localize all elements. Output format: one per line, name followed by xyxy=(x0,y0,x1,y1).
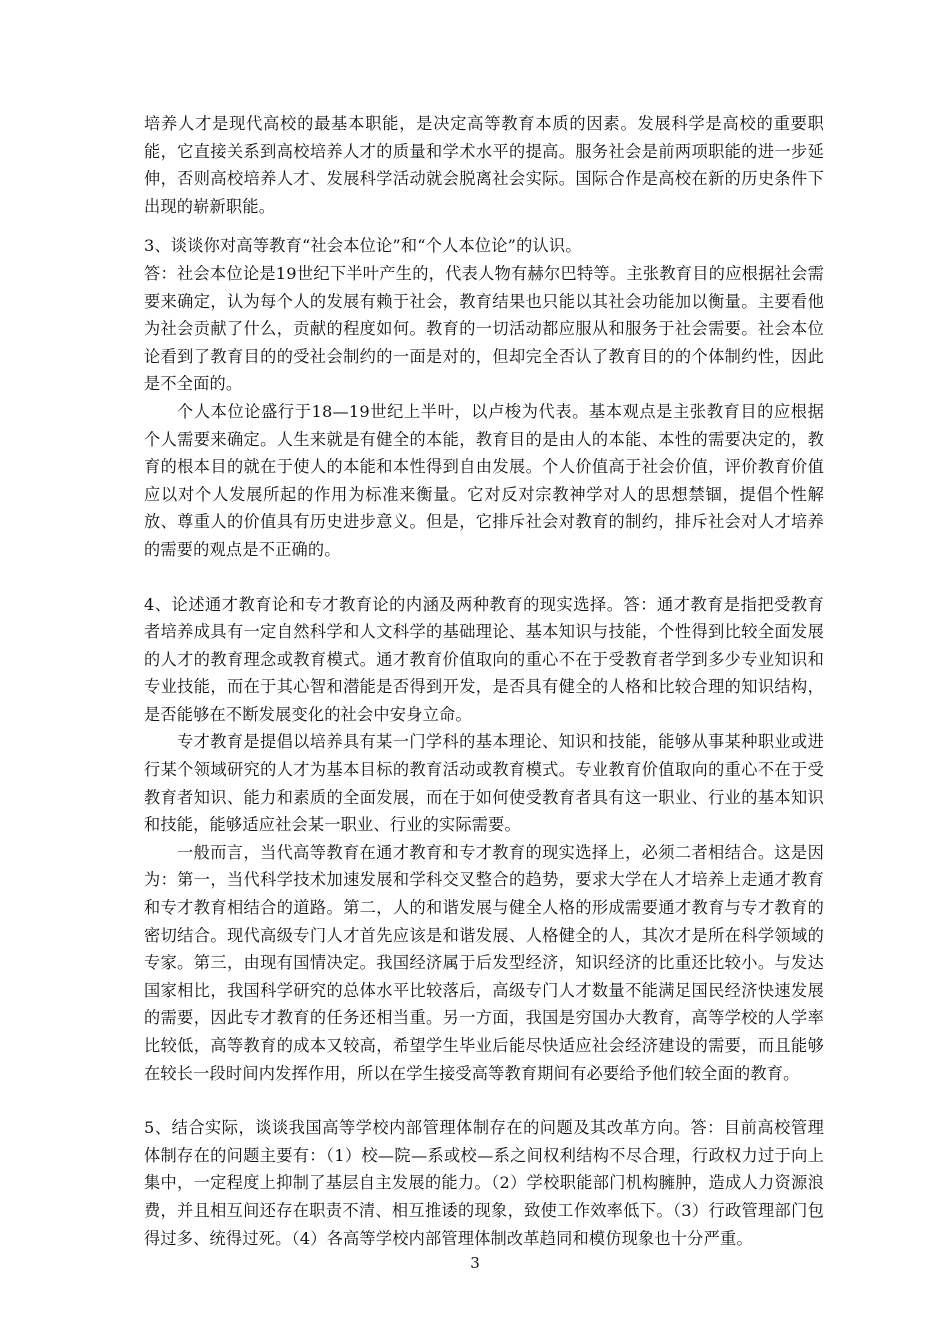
paragraph-university-functions: 培养人才是现代高校的最基本职能，是决定高等教育本质的因素。发展科学是高校的重要职能，它直接关系到高校培养人才的质量和学术水平的提高。服务社会是前两项职能的进一步延伸，否则高校培养人才、发展科学活动就会脱离社会实际。国际合作是高校在新的历史条件下出现的崭新职能。 xyxy=(144,114,824,216)
answer-3-social-standard: 答：社会本位论是19世纪下半叶产生的，代表人物有赫尔巴特等。主张教育目的应根据社会需要来确定，认为每个人的发展有赖于社会，教育结果也只能以其社会功能加以衡量。主要看他为社会贡献了什么，贡献的程度如何。教育的一切活动都应服从和服务于社会需要。社会本位论看到了教育目的的受社会制约的一面是对的，但却完全否认了教育目的的个体制约性，因此是不全面的。 xyxy=(144,263,824,394)
answer-4-specialist-education: 专才教育是提倡以培养具有某一门学科的基本理论、知识和技能，能够从事某种职业或进行某个领域研究的人才为基本目标的教育活动或教育模式。专业教育价值取向的重心不在于受教育者知识、能力和素质的全面发展，而在于如何使受教育者具有这一职业、行业的基本知识和技能，能够适应社会某一职业、行业的实际需要。 xyxy=(144,732,824,835)
question-4-general-education: 4、论述通才教育论和专才教育论的内涵及两种教育的现实选择。答：通才教育是指把受教育者培养成具有一定自然科学和人文科学的基础理论、基本知识与技能，个性得到比较全面发展的人才的教育理念或教育模式。通才教育价值取向的重心不在于受教育者学到多少专业知识和专业技能，而在于其心智和潜能是否得到开发，是否具有健全的人格和比较合理的知识结构，是否能够在不断发展变化的社会中安身立命。 xyxy=(144,594,824,724)
page-number: 3 xyxy=(470,1254,480,1272)
answer-3-individual-standard: 个人本位论盛行于18—19世纪上半叶，以卢梭为代表。基本观点是主张教育目的应根据个人需要来确定。人生来就是有健全的本能，教育目的是由人的本能、本性的需要决定的，教育的根本目的就在于使人的本能和本性得到自由发展。个人价值高于社会价值，评价教育价值应以对个人发展所起的作用为标准来衡量。它对反对宗教神学对人的思想禁锢，提倡个性解放、尊重人的价值具有历史进步意义。但是，它排斥社会对教育的制约，排斥社会对人才培养的需要的观点是不正确的。 xyxy=(144,401,824,559)
answer-4-combination: 一般而言，当代高等教育在通才教育和专才教育的现实选择上，必须二者相结合。这是因为：第一，当代科学技术加速发展和学科交叉整合的趋势，要求大学在人才培养上走通才教育和专才教育相结合的道路。第二，人的和谐发展与健全人格的形成需要通才教育与专才教育的密切结合。现代高级专门人才首先应该是和谐发展、人格健全的人，其次才是所在科学领域的专家。第三，由现有国情决定。我国经济属于后发型经济，知识经济的比重还比较小。与发达国家相比，我国科学研究的总体水平比较落后，高级专门人才数量不能满足国民经济快速发展的需要，因此专才教育的任务还相当重。另一方面，我国是穷国办大教育，高等学校的人学率比较低，高等教育的成本又较高，希望学生毕业后能尽快适应社会经济建设的需要，而且能够在较长一段时间内发挥作用，所以在学生接受高等教育期间有必要给予他们较全面的教育。 xyxy=(144,842,824,1083)
document-page xyxy=(144,110,824,1252)
question-3-heading: 3、谈谈你对高等教育“社会本位论”和“个人本位论”的认识。 xyxy=(144,236,582,256)
question-5-management-system: 5、结合实际，谈谈我国高等学校内部管理体制存在的问题及其改革方向。答：目前高校管理体制存在的问题主要有：（1）校—院—系或校—系之间权利结构不尽合理，行政权力过于向上集中，一定程度上抑制了基层自主发展的能力。（2）学校职能部门机构臃肿，造成人力资源浪费，并且相互间还存在职责不清、相互推诿的现象，致使工作效率低下。（3）行政管理部门包得过多、统得过死。（4）各高等学校内部管理体制改革趋同和模仿现象也十分严重。 xyxy=(144,1118,824,1248)
